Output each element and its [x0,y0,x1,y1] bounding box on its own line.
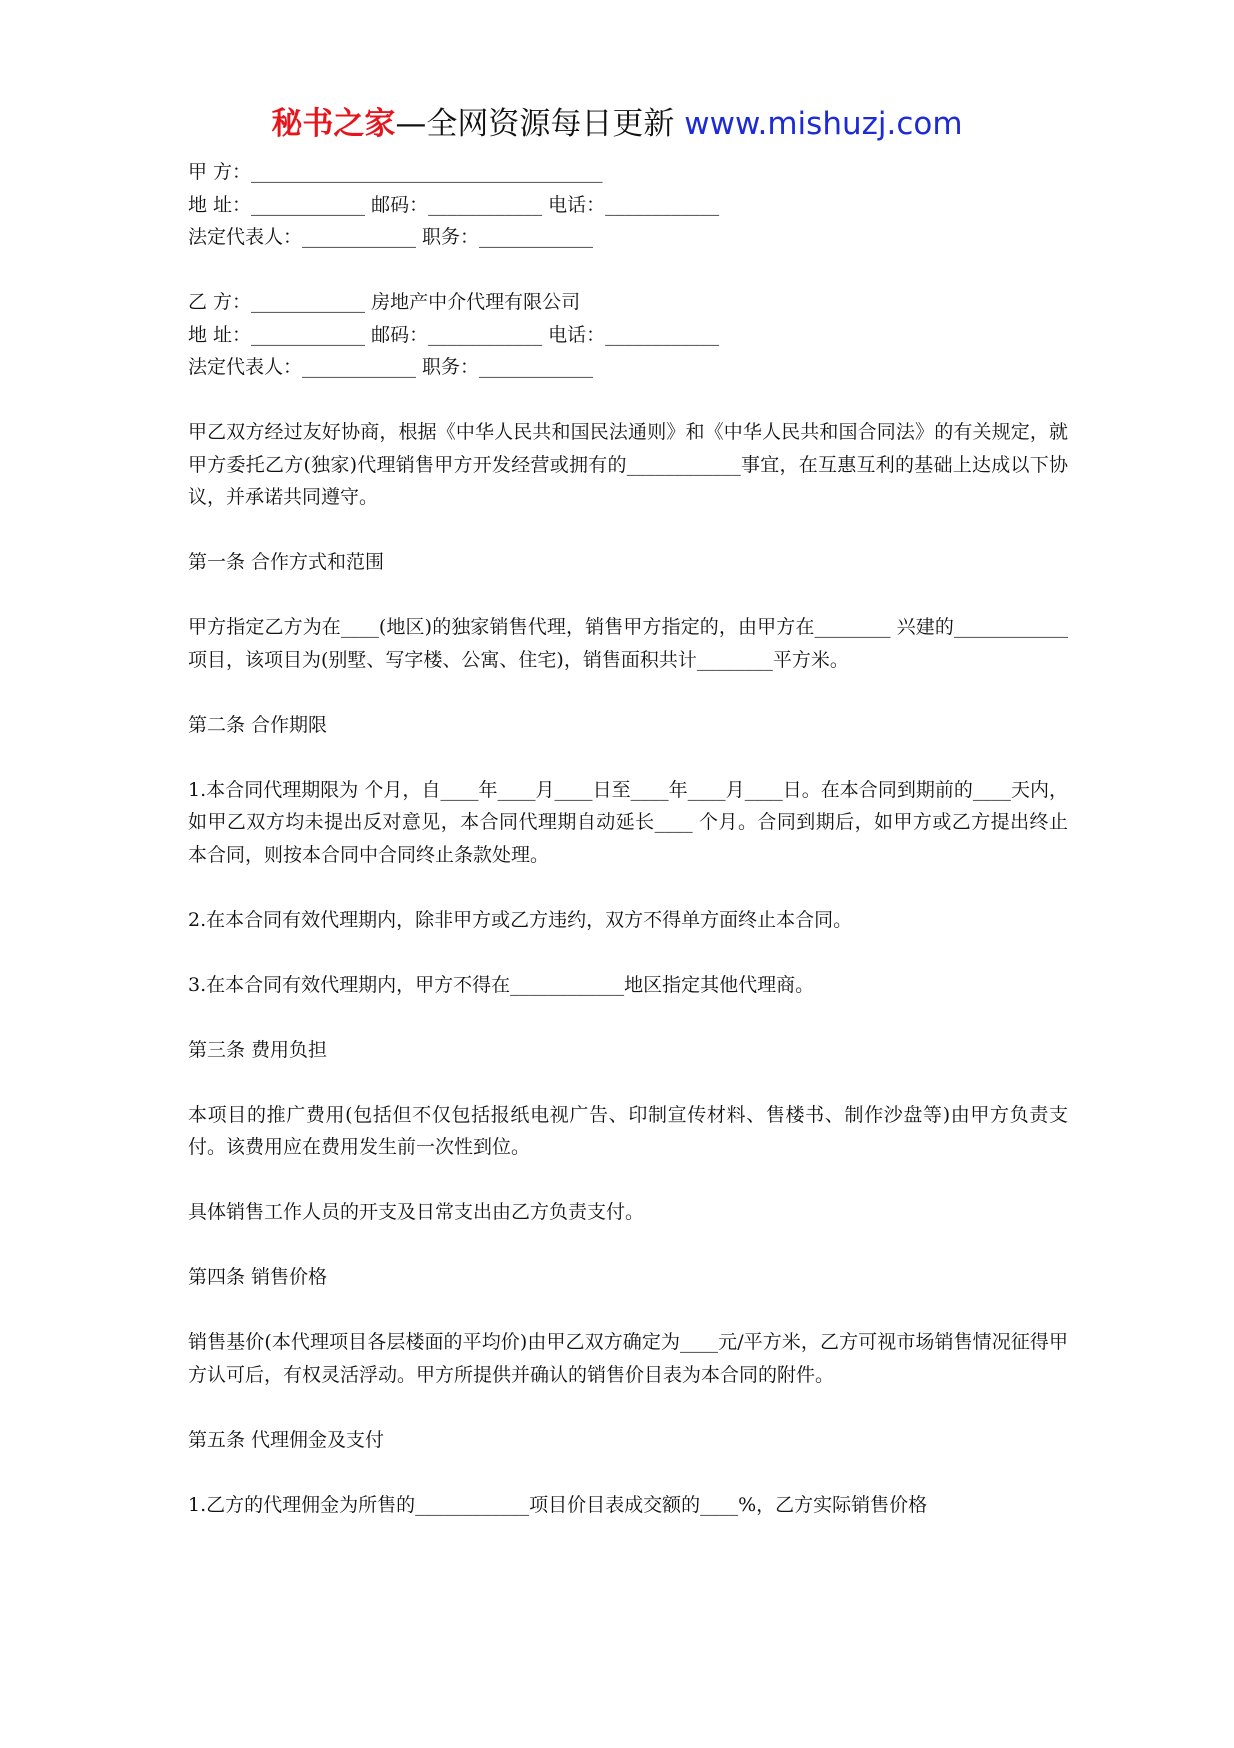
article-paragraph: 甲方指定乙方为在____(地区)的独家销售代理，销售甲方指定的，由甲方在________ 兴建的____________项目，该项目为(别墅、写字楼、公寓、住宅)，销售面积共计________平方米。 [188,616,1068,671]
article-paragraph: 3.在本合同有效代理期内，甲方不得在____________地区指定其他代理商。 [188,973,815,996]
brand-name: 秘书之家 [271,106,396,142]
article-paragraph: 2.在本合同有效代理期内，除非甲方或乙方违约，双方不得单方面终止本合同。 [188,908,853,931]
party-b-rep-line: 法定代表人：____________ 职务：____________ [188,356,594,378]
header-slogan: —全网资源每日更新 [395,106,685,142]
article-paragraph: 本项目的推广费用(包括但不仅包括报纸电视广告、印制宣传材料、售楼书、制作沙盘等)由甲方负责支付。该费用应在费用发生前一次性到位。 [188,1103,1068,1158]
party-a-rep-line: 法定代表人：____________ 职务：____________ [188,226,594,248]
article-title: 第二条 合作期限 [188,713,328,736]
article-title: 第一条 合作方式和范围 [188,551,385,573]
header-url: www.mishuzj.com [684,106,963,142]
party-b-name-line: 乙 方：____________ 房地产中介代理有限公司 [188,291,581,313]
article-title: 第四条 销售价格 [188,1266,328,1288]
article-paragraph: 销售基价(本代理项目各层楼面的平均价)由甲乙双方确定为____元/平方米，乙方可视市场销售情况征得甲方认可后，有权灵活浮动。甲方所提供并确认的销售价目表为本合同的附件。 [188,1331,1068,1386]
article-paragraph: 1.乙方的代理佣金为所售的____________项目价目表成交额的____%，乙方实际销售价格 [188,1493,928,1516]
article-title: 第三条 费用负担 [188,1038,328,1061]
article-paragraph: 1.本合同代理期限为 个月，自____年____月____日至____年____月____日。在本合同到期前的____天内，如甲乙双方均未提出反对意见，本合同代理期自动延长____ 个月。合同到期后，如甲方或乙方提出终止本合同，则按本合同中合同终止条款处理。 [188,778,1068,866]
party-b-address-line: 地 址：____________ 邮码：____________ 电话：____________ [188,323,720,346]
party-a-address-line: 地 址：____________ 邮码：____________ 电话：____________ [188,193,720,216]
contract-body [188,156,1068,1521]
article-title: 第五条 代理佣金及支付 [188,1428,385,1451]
party-a-name-line: 甲 方：_____________________________________ [188,161,603,183]
preamble-paragraph: 甲乙双方经过友好协商，根据《中华人民共和国民法通则》和《中华人民共和国合同法》的有关规定，就甲方委托乙方(独家)代理销售甲方开发经营或拥有的____________事宜，在互惠互利的基础上达成以下协议，并承诺共同遵守。 [188,421,1068,508]
article-paragraph: 具体销售工作人员的开支及日常支出由乙方负责支付。 [188,1201,645,1223]
page-header [0,100,1234,148]
